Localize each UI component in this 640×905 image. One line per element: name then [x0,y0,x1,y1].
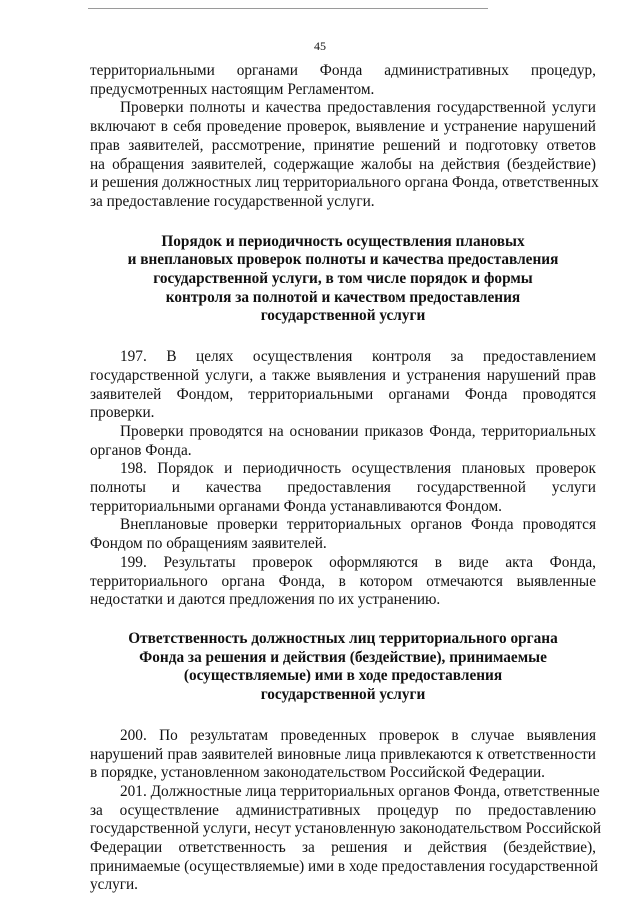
heading-line: Порядок и периодичность осуществления плановых [161,232,525,250]
paragraph-199 [90,554,596,610]
text-line: за осуществление административных процедур по предоставлению [90,801,596,819]
paragraph-197-cont [90,423,596,460]
text-line: Внеплановые проверки территориальных органов Фонда проводятся [120,516,596,534]
text-line: полноты и качества предоставления государственной услуги [90,479,596,497]
text-line: в порядке, установленном законодательством Российской Федерации. [90,764,545,782]
text-line: за предоставление государственной услуги. [90,192,375,210]
heading-line: и внеплановых проверок полноты и качества предоставления [127,251,559,269]
text-line: включают в себя проведение проверок, выявление и устранение нарушений [90,118,596,136]
heading-line: государственной услуги [260,307,426,325]
text-line: проверки. [90,404,155,422]
page-text [90,62,602,895]
heading-line: (осуществляемые) ими в ходе предоставления [183,667,503,685]
text-line: на обращения заявителей, содержащие жалобы на действия (бездействие) [90,155,596,173]
paragraph-197 [90,348,596,423]
text-line: услуги. [90,876,139,894]
paragraph-continuation [90,62,596,99]
paragraph-200 [90,727,596,783]
text-line: принимаемые (осуществляемые) ими в ходе предоставления государственной [90,857,599,875]
paragraph-inspections [90,99,599,211]
heading-line: контроля за полнотой и качеством предоставления [165,288,521,306]
paragraph-198-cont [90,516,596,553]
text-line: прав заявителей, рассмотрение, принятие решений и подготовку ответов [90,136,596,154]
heading-line: Ответственность должностных лиц территориального органа [128,629,558,647]
text-line: территориальными органами Фонда устанавливаются Фондом. [90,497,502,515]
text-line: государственной услуги, несут установленную законодательством Российской [90,820,602,838]
text-line: 199. Результаты проверок оформляются в виде акта Фонда, [120,553,596,571]
text-line: и решения должностных лиц территориального органа Фонда, ответственных [90,174,599,192]
text-line: государственной услуги, а также выявления и устранения нарушений прав [90,366,596,384]
text-line: Фондом по обращениям заявителей. [90,535,327,553]
text-line: предусмотренных настоящим Регламентом. [90,80,375,98]
text-line: недостатки и даются предложения по их устранению. [90,591,441,609]
text-line: нарушений прав заявителей виновные лица привлекаются к ответственности [90,745,596,763]
text-line: территориального органа Фонда, в котором отмечаются выявленные [90,572,596,590]
text-line: территориальными органами Фонда административных процедур, [90,62,596,79]
section-heading-inspection-procedure [90,233,596,327]
text-line: органов Фонда. [90,441,192,459]
text-line: Проверки полноты и качества предоставления государственной услуги [120,99,596,117]
text-line: 200. По результатам проведенных проверок в случае выявления [120,726,596,744]
heading-line: государственной услуги [260,686,426,704]
text-line: Федерации ответственность за решения и действия (бездействие), [90,839,596,857]
paragraph-201 [90,782,602,895]
heading-line: Фонда за решения и действия (бездействие), принимаемые [139,648,547,666]
top-edge-rule [88,8,488,9]
text-line: 201. Должностные лица территориальных органов Фонда, ответственные [120,782,600,800]
heading-line: государственной услуги, в том числе порядок и формы [153,270,533,288]
page-number: 45 [314,39,326,53]
text-line: Проверки проводятся на основании приказов Фонда, территориальных [120,422,596,440]
section-heading-responsibility [90,630,596,705]
paragraph-198 [90,460,596,516]
text-line: заявителей Фондом, территориальными органами Фонда проводятся [90,385,596,403]
text-line: 198. Порядок и периодичность осуществления плановых проверок [120,460,596,478]
text-line: 197. В целях осуществления контроля за предоставлением [120,348,596,366]
